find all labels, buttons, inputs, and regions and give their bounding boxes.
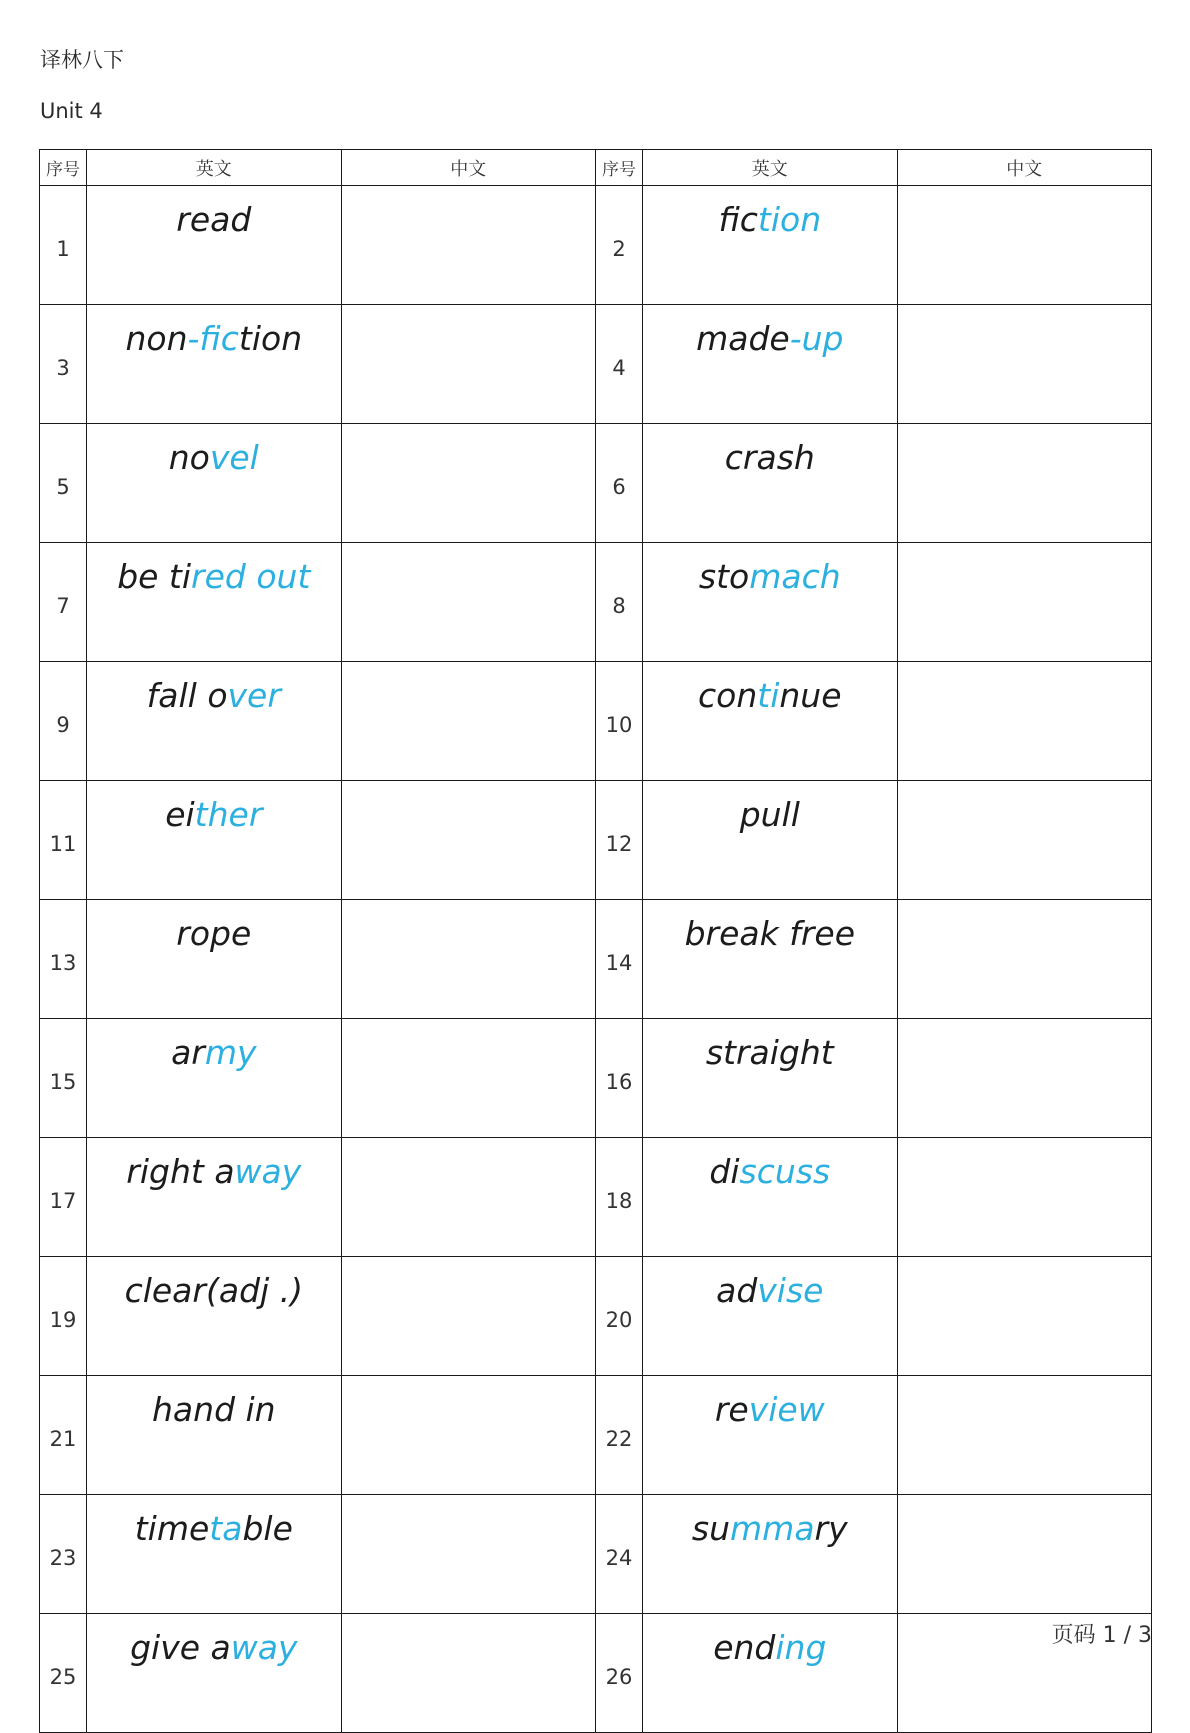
word-number: 23 — [40, 1495, 87, 1614]
word-part: nue — [779, 676, 842, 715]
english-word — [643, 1019, 897, 1138]
vocab-body — [40, 186, 1152, 1733]
word-part: di — [709, 1152, 740, 1191]
book-title: 译林八下 — [40, 48, 124, 72]
chinese-answer-cell[interactable] — [341, 1257, 595, 1376]
word-number: 9 — [40, 662, 87, 781]
chinese-answer-cell[interactable] — [897, 1138, 1151, 1257]
chinese-answer-cell[interactable] — [341, 543, 595, 662]
word-number: 14 — [595, 900, 642, 1019]
col-header-seq: 序号 — [40, 150, 87, 186]
chinese-answer-cell[interactable] — [897, 1257, 1151, 1376]
word-part: crash — [724, 438, 815, 477]
col-header-cn: 中文 — [341, 150, 595, 186]
english-word — [87, 781, 341, 900]
table-row — [40, 1019, 1152, 1138]
chinese-answer-cell[interactable] — [897, 781, 1151, 900]
chinese-answer-cell[interactable] — [341, 186, 595, 305]
word-part-highlight: view — [748, 1390, 825, 1429]
word-part: give a — [130, 1628, 231, 1667]
word-part-highlight: mma — [730, 1509, 815, 1548]
table-row — [40, 186, 1152, 305]
english-word — [87, 1257, 341, 1376]
english-word — [87, 305, 341, 424]
english-word — [87, 1495, 341, 1614]
chinese-answer-cell[interactable] — [897, 662, 1151, 781]
word-part-highlight: my — [204, 1033, 257, 1072]
table-row — [40, 1376, 1152, 1495]
word-part: right a — [126, 1152, 235, 1191]
word-part-highlight: -fic — [187, 319, 239, 358]
word-number: 4 — [595, 305, 642, 424]
table-row — [40, 662, 1152, 781]
word-part-highlight: ver — [227, 676, 281, 715]
english-word — [643, 781, 897, 900]
english-word — [87, 424, 341, 543]
table-row — [40, 1495, 1152, 1614]
table-row — [40, 900, 1152, 1019]
chinese-answer-cell[interactable] — [897, 900, 1151, 1019]
col-header-en: 英文 — [87, 150, 341, 186]
english-word — [643, 543, 897, 662]
word-part: straight — [705, 1033, 834, 1072]
page-indicator: 页码 1 / 3 — [1051, 1623, 1152, 1648]
word-number: 24 — [595, 1495, 642, 1614]
word-number: 8 — [595, 543, 642, 662]
english-word — [643, 1376, 897, 1495]
word-number: 1 — [40, 186, 87, 305]
word-part-highlight: red out — [191, 557, 311, 596]
col-header-cn: 中文 — [897, 150, 1151, 186]
word-part-highlight: ing — [775, 1628, 827, 1667]
english-word — [87, 1376, 341, 1495]
english-word — [87, 1614, 341, 1733]
english-word — [87, 1019, 341, 1138]
chinese-answer-cell[interactable] — [341, 1495, 595, 1614]
chinese-answer-cell[interactable] — [341, 1376, 595, 1495]
english-word — [643, 1495, 897, 1614]
word-number: 7 — [40, 543, 87, 662]
word-part-highlight: -up — [789, 319, 844, 358]
english-word — [643, 900, 897, 1019]
chinese-answer-cell[interactable] — [341, 781, 595, 900]
col-header-seq: 序号 — [595, 150, 642, 186]
word-part-highlight: scuss — [739, 1152, 831, 1191]
table-row — [40, 1138, 1152, 1257]
word-part-highlight: way — [230, 1628, 298, 1667]
word-number: 26 — [595, 1614, 642, 1733]
word-part-highlight: vel — [209, 438, 259, 477]
word-part: read — [176, 200, 252, 239]
word-part-highlight: tion — [757, 200, 822, 239]
word-part: fall o — [146, 676, 228, 715]
word-part: be ti — [117, 557, 192, 596]
word-number: 18 — [595, 1138, 642, 1257]
word-part: pull — [739, 795, 800, 834]
english-word — [87, 186, 341, 305]
word-part: sto — [698, 557, 750, 596]
chinese-answer-cell[interactable] — [341, 900, 595, 1019]
word-part: ry — [814, 1509, 848, 1548]
vocab-table — [39, 149, 1152, 1733]
word-part: ar — [171, 1033, 205, 1072]
chinese-answer-cell[interactable] — [897, 1495, 1151, 1614]
table-row — [40, 781, 1152, 900]
word-number: 2 — [595, 186, 642, 305]
col-header-en: 英文 — [643, 150, 897, 186]
word-part: ble — [242, 1509, 293, 1548]
english-word — [87, 662, 341, 781]
chinese-answer-cell[interactable] — [341, 305, 595, 424]
word-number: 21 — [40, 1376, 87, 1495]
word-number: 11 — [40, 781, 87, 900]
chinese-answer-cell[interactable] — [897, 1376, 1151, 1495]
word-number: 16 — [595, 1019, 642, 1138]
english-word — [87, 900, 341, 1019]
chinese-answer-cell[interactable] — [897, 424, 1151, 543]
word-number: 15 — [40, 1019, 87, 1138]
word-number: 20 — [595, 1257, 642, 1376]
word-part: break free — [684, 914, 855, 953]
word-number: 19 — [40, 1257, 87, 1376]
word-part: rope — [176, 914, 252, 953]
word-part: clear(adj .) — [124, 1271, 304, 1310]
word-part-highlight: ta — [209, 1509, 243, 1548]
table-row — [40, 543, 1152, 662]
english-word — [87, 1138, 341, 1257]
english-word — [643, 424, 897, 543]
table-row — [40, 424, 1152, 543]
word-part: end — [713, 1628, 776, 1667]
word-number: 10 — [595, 662, 642, 781]
word-number: 5 — [40, 424, 87, 543]
word-number: 13 — [40, 900, 87, 1019]
word-part: tion — [238, 319, 303, 358]
word-part-highlight: ti — [757, 676, 780, 715]
word-number: 17 — [40, 1138, 87, 1257]
table-header-row — [40, 150, 1152, 186]
word-part-highlight: way — [234, 1152, 302, 1191]
word-number: 6 — [595, 424, 642, 543]
word-part-highlight: ther — [194, 795, 263, 834]
word-number: 12 — [595, 781, 642, 900]
table-row — [40, 305, 1152, 424]
word-part: su — [691, 1509, 731, 1548]
word-number: 22 — [595, 1376, 642, 1495]
english-word — [643, 1138, 897, 1257]
chinese-answer-cell[interactable] — [341, 1614, 595, 1733]
chinese-answer-cell[interactable] — [897, 186, 1151, 305]
english-word — [643, 662, 897, 781]
word-part-highlight: vise — [757, 1271, 824, 1310]
word-part: re — [714, 1390, 749, 1429]
unit-title: Unit 4 — [40, 99, 103, 123]
chinese-answer-cell[interactable] — [341, 1019, 595, 1138]
chinese-answer-cell[interactable] — [897, 305, 1151, 424]
word-part: time — [134, 1509, 210, 1548]
word-part: ad — [716, 1271, 758, 1310]
word-part-highlight: mach — [749, 557, 841, 596]
word-part: made — [696, 319, 790, 358]
word-number: 3 — [40, 305, 87, 424]
chinese-answer-cell[interactable] — [341, 424, 595, 543]
chinese-answer-cell[interactable] — [341, 662, 595, 781]
table-row — [40, 1614, 1152, 1733]
chinese-answer-cell[interactable] — [341, 1138, 595, 1257]
word-part: con — [698, 676, 758, 715]
chinese-answer-cell[interactable] — [897, 543, 1151, 662]
english-word — [643, 1614, 897, 1733]
word-number: 25 — [40, 1614, 87, 1733]
table-row — [40, 1257, 1152, 1376]
english-word — [643, 305, 897, 424]
word-part: ei — [165, 795, 195, 834]
word-part: hand in — [152, 1390, 276, 1429]
english-word — [643, 186, 897, 305]
chinese-answer-cell[interactable] — [897, 1019, 1151, 1138]
word-part: non — [125, 319, 188, 358]
english-word — [87, 543, 341, 662]
word-part: no — [168, 438, 210, 477]
word-part: fic — [718, 200, 758, 239]
english-word — [643, 1257, 897, 1376]
